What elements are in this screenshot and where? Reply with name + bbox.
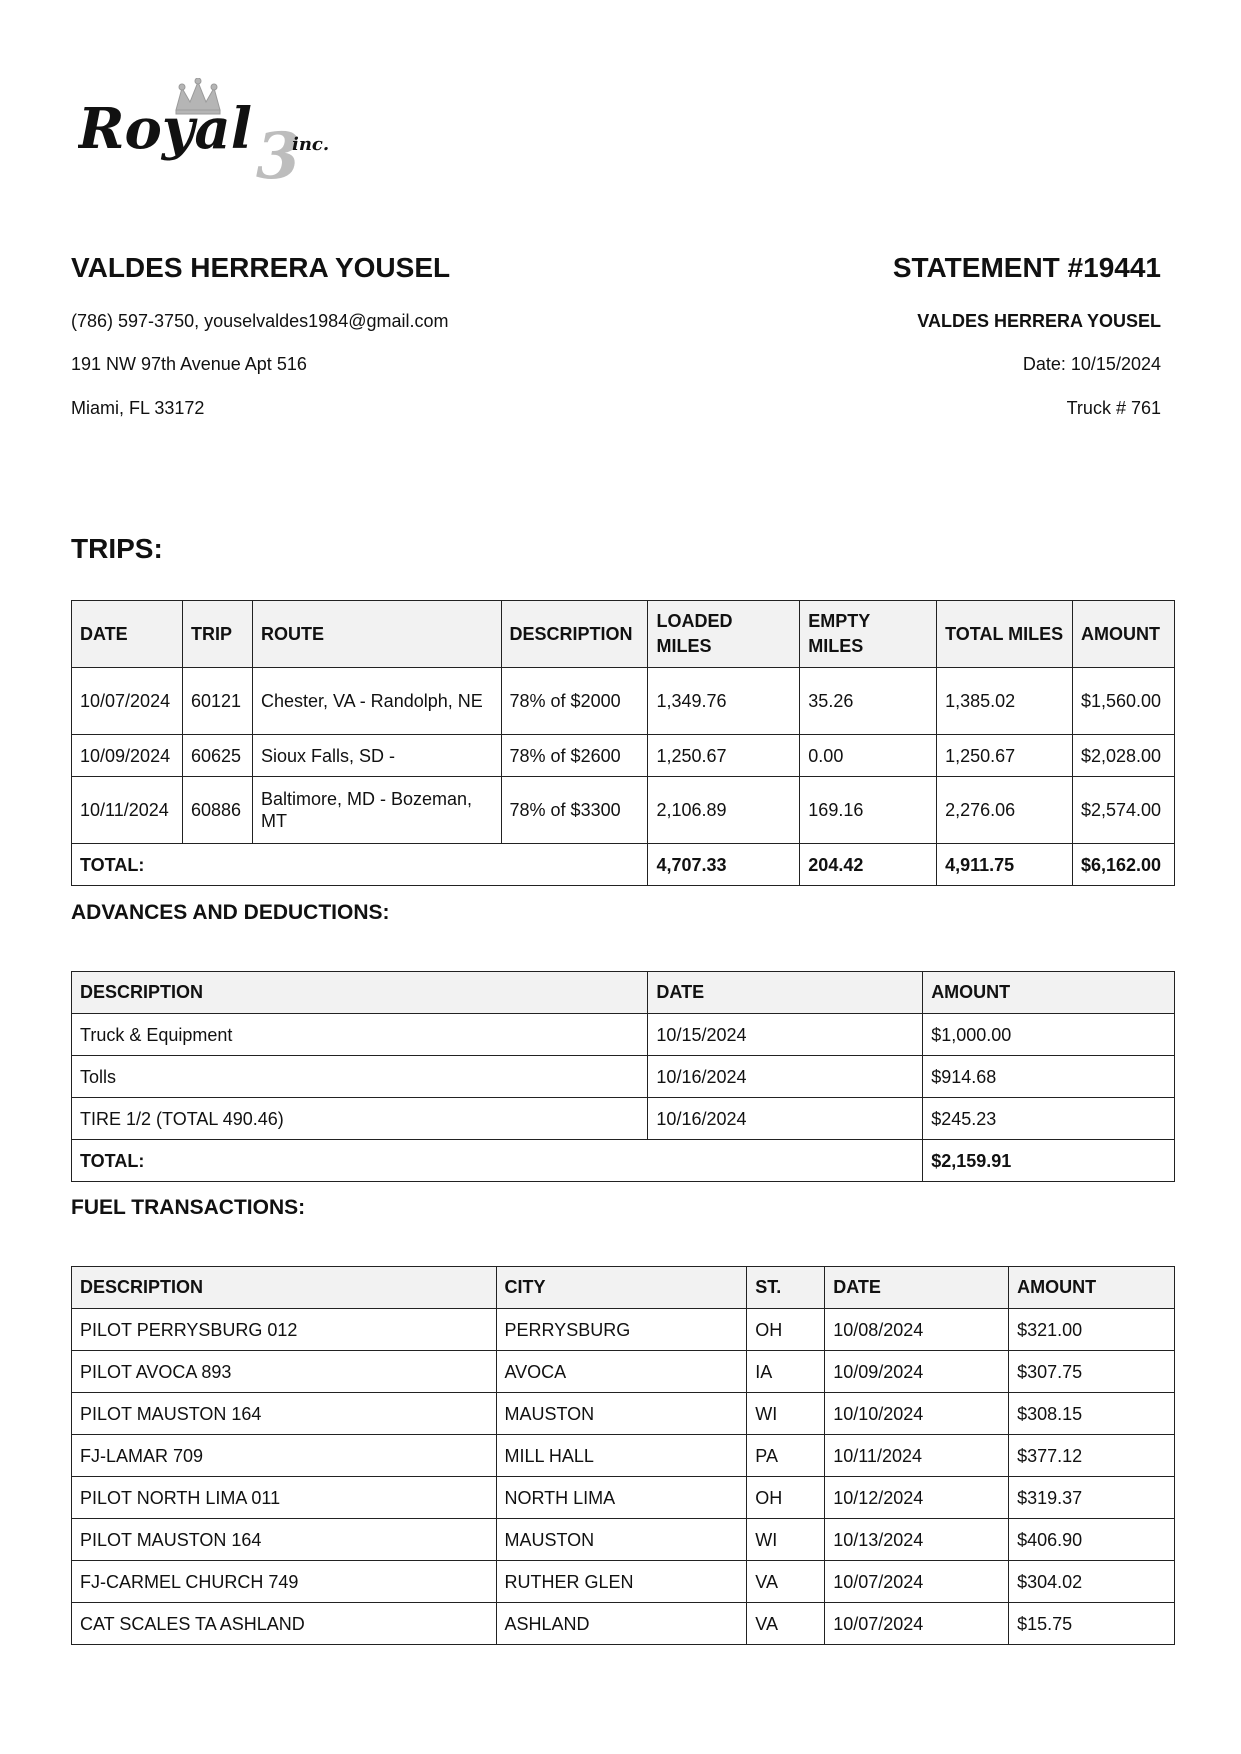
table-cell: $245.23	[923, 1098, 1175, 1140]
driver-info	[71, 248, 631, 418]
table-cell: $914.68	[923, 1056, 1175, 1098]
table-cell: 10/07/2024	[72, 668, 183, 735]
table-cell: 10/10/2024	[825, 1393, 1009, 1435]
total-label: TOTAL:	[72, 844, 648, 886]
table-cell: AVOCA	[496, 1351, 747, 1393]
statement-info	[641, 248, 1161, 418]
table-cell: 10/09/2024	[825, 1351, 1009, 1393]
table-cell: VA	[747, 1561, 825, 1603]
table-row	[72, 668, 1175, 735]
table-cell: PILOT MAUSTON 164	[72, 1519, 497, 1561]
table-cell: 10/16/2024	[648, 1056, 923, 1098]
column-header: DATE	[72, 601, 183, 668]
table-cell: 10/07/2024	[825, 1561, 1009, 1603]
table-cell: PA	[747, 1435, 825, 1477]
table-cell: 78% of $3300	[501, 777, 648, 844]
table-cell: VA	[747, 1603, 825, 1645]
column-header: TRIP	[182, 601, 252, 668]
truck-number: Truck # 761	[1066, 398, 1161, 418]
table-cell: Chester, VA - Randolph, NE	[252, 668, 501, 735]
table-row	[72, 1435, 1175, 1477]
royal-3-logo	[78, 78, 378, 188]
table-cell: $304.02	[1009, 1561, 1175, 1603]
column-header: AMOUNT	[1072, 601, 1174, 668]
table-row	[72, 1098, 1175, 1140]
table-row	[72, 735, 1175, 777]
column-header: CITY	[496, 1267, 747, 1309]
table-cell: 60121	[182, 668, 252, 735]
column-header: LOADED MILES	[648, 601, 800, 668]
table-cell: FJ-CARMEL CHURCH 749	[72, 1561, 497, 1603]
table-cell: $307.75	[1009, 1351, 1175, 1393]
table-row	[72, 777, 1175, 844]
table-cell: 10/11/2024	[825, 1435, 1009, 1477]
table-row	[72, 1519, 1175, 1561]
total-empty-miles: 204.42	[800, 844, 937, 886]
logo-text: Royal	[78, 96, 252, 162]
column-header: DATE	[648, 972, 923, 1014]
table-cell: PILOT MAUSTON 164	[72, 1393, 497, 1435]
fuel-title: FUEL TRANSACTIONS:	[71, 1196, 306, 1219]
table-cell: $15.75	[1009, 1603, 1175, 1645]
table-cell: $308.15	[1009, 1393, 1175, 1435]
table-cell: WI	[747, 1519, 825, 1561]
column-header: AMOUNT	[923, 972, 1175, 1014]
column-header: DESCRIPTION	[72, 972, 648, 1014]
table-cell: $319.37	[1009, 1477, 1175, 1519]
column-header: DESCRIPTION	[501, 601, 648, 668]
table-cell: 10/13/2024	[825, 1519, 1009, 1561]
table-row	[72, 1393, 1175, 1435]
table-cell: Sioux Falls, SD -	[252, 735, 501, 777]
table-header-row	[72, 1267, 1175, 1309]
table-cell: Truck & Equipment	[72, 1014, 648, 1056]
table-cell: WI	[747, 1393, 825, 1435]
table-cell: $1,560.00	[1072, 668, 1174, 735]
table-cell: $321.00	[1009, 1309, 1175, 1351]
table-cell: PILOT PERRYSBURG 012	[72, 1309, 497, 1351]
table-cell: IA	[747, 1351, 825, 1393]
column-header: DATE	[825, 1267, 1009, 1309]
table-cell: 1,385.02	[937, 668, 1073, 735]
table-cell: MAUSTON	[496, 1393, 747, 1435]
table-row	[72, 1014, 1175, 1056]
table-cell: NORTH LIMA	[496, 1477, 747, 1519]
trips-title: TRIPS:	[71, 533, 163, 564]
table-cell: 78% of $2600	[501, 735, 648, 777]
logo-number: 3	[256, 119, 301, 188]
table-cell: 10/07/2024	[825, 1603, 1009, 1645]
driver-address-line1: 191 NW 97th Avenue Apt 516	[71, 354, 307, 374]
statement-date: Date: 10/15/2024	[1022, 354, 1161, 374]
table-cell: OH	[747, 1309, 825, 1351]
column-header: ST.	[747, 1267, 825, 1309]
table-cell: 60625	[182, 735, 252, 777]
company-logo	[78, 78, 378, 188]
table-cell: 10/15/2024	[648, 1014, 923, 1056]
total-label: TOTAL:	[72, 1140, 923, 1182]
table-cell: FJ-LAMAR 709	[72, 1435, 497, 1477]
table-cell: PILOT AVOCA 893	[72, 1351, 497, 1393]
driver-contact: (786) 597-3750, youselvaldes1984@gmail.com	[71, 311, 449, 331]
table-cell: 35.26	[800, 668, 937, 735]
table-row	[72, 1603, 1175, 1645]
table-row	[72, 1477, 1175, 1519]
column-header: AMOUNT	[1009, 1267, 1175, 1309]
trips-total-row	[72, 844, 1175, 886]
table-cell: OH	[747, 1477, 825, 1519]
table-cell: 10/09/2024	[72, 735, 183, 777]
table-cell: 10/11/2024	[72, 777, 183, 844]
table-cell: $406.90	[1009, 1519, 1175, 1561]
table-cell: 10/16/2024	[648, 1098, 923, 1140]
total-miles: 4,911.75	[937, 844, 1073, 886]
advances-title: ADVANCES AND DEDUCTIONS:	[71, 901, 390, 924]
table-cell: 169.16	[800, 777, 937, 844]
statement-name: VALDES HERRERA YOUSEL	[917, 311, 1161, 331]
table-cell: MAUSTON	[496, 1519, 747, 1561]
table-cell: 10/08/2024	[825, 1309, 1009, 1351]
table-cell: PERRYSBURG	[496, 1309, 747, 1351]
table-cell: Baltimore, MD - Bozeman, MT	[252, 777, 501, 844]
table-row	[72, 1309, 1175, 1351]
table-cell: TIRE 1/2 (TOTAL 490.46)	[72, 1098, 648, 1140]
column-header: ROUTE	[252, 601, 501, 668]
table-cell: 78% of $2000	[501, 668, 648, 735]
total-amount: $6,162.00	[1072, 844, 1174, 886]
table-row	[72, 1561, 1175, 1603]
table-cell: 1,250.67	[648, 735, 800, 777]
table-cell: 10/12/2024	[825, 1477, 1009, 1519]
column-header: EMPTY MILES	[800, 601, 937, 668]
advances-table	[71, 971, 1175, 1182]
table-cell: 1,349.76	[648, 668, 800, 735]
table-row	[72, 1056, 1175, 1098]
table-cell: PILOT NORTH LIMA 011	[72, 1477, 497, 1519]
table-cell: $1,000.00	[923, 1014, 1175, 1056]
advances-total-row	[72, 1140, 1175, 1182]
table-cell: Tolls	[72, 1056, 648, 1098]
table-cell: ASHLAND	[496, 1603, 747, 1645]
table-cell: 0.00	[800, 735, 937, 777]
table-cell: MILL HALL	[496, 1435, 747, 1477]
table-cell: $377.12	[1009, 1435, 1175, 1477]
table-cell: CAT SCALES TA ASHLAND	[72, 1603, 497, 1645]
table-cell: 2,106.89	[648, 777, 800, 844]
total-loaded-miles: 4,707.33	[648, 844, 800, 886]
table-cell: 60886	[182, 777, 252, 844]
driver-name: VALDES HERRERA YOUSEL	[71, 252, 451, 283]
table-cell: 1,250.67	[937, 735, 1073, 777]
driver-address-line2: Miami, FL 33172	[71, 398, 205, 418]
column-header: TOTAL MILES	[937, 601, 1073, 668]
table-cell: RUTHER GLEN	[496, 1561, 747, 1603]
table-row	[72, 1351, 1175, 1393]
total-amount: $2,159.91	[923, 1140, 1175, 1182]
table-cell: 2,276.06	[937, 777, 1073, 844]
statement-title: STATEMENT #19441	[892, 252, 1161, 283]
table-cell: $2,574.00	[1072, 777, 1174, 844]
table-header-row	[72, 972, 1175, 1014]
fuel-table	[71, 1266, 1175, 1645]
trips-table	[71, 600, 1175, 886]
column-header: DESCRIPTION	[72, 1267, 497, 1309]
table-cell: $2,028.00	[1072, 735, 1174, 777]
table-header-row	[72, 601, 1175, 668]
logo-suffix: inc.	[292, 134, 330, 155]
